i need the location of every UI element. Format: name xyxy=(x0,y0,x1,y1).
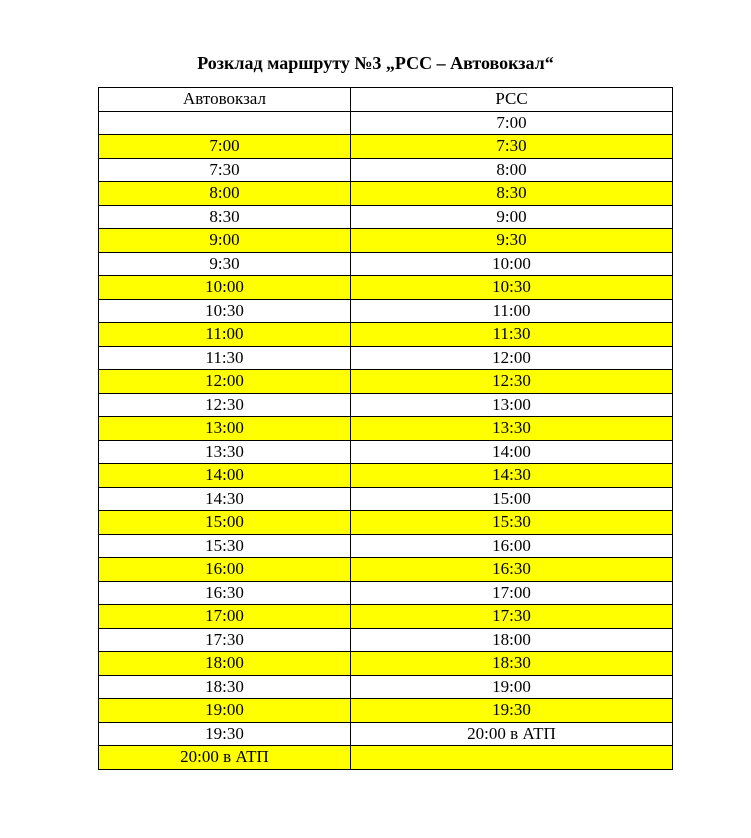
cell-rss-time: 8:00 xyxy=(351,158,673,182)
cell-avtovokzal-time: 14:00 xyxy=(99,464,351,488)
cell-avtovokzal-time: 10:30 xyxy=(99,299,351,323)
cell-rss-time: 9:00 xyxy=(351,205,673,229)
cell-rss-time: 16:30 xyxy=(351,558,673,582)
cell-rss-time: 19:00 xyxy=(351,675,673,699)
cell-avtovokzal-time: 19:00 xyxy=(99,699,351,723)
table-row xyxy=(99,417,673,441)
cell-avtovokzal-time: 16:00 xyxy=(99,558,351,582)
cell-rss-time: 19:30 xyxy=(351,699,673,723)
table-row xyxy=(99,605,673,629)
cell-rss-time xyxy=(351,746,673,770)
cell-avtovokzal-time: 8:30 xyxy=(99,205,351,229)
table-row xyxy=(99,558,673,582)
table-row xyxy=(99,746,673,770)
cell-avtovokzal-time: 7:00 xyxy=(99,135,351,159)
cell-rss-time: 7:00 xyxy=(351,111,673,135)
table-row xyxy=(99,487,673,511)
cell-rss-time: 11:00 xyxy=(351,299,673,323)
cell-avtovokzal-time: 12:00 xyxy=(99,370,351,394)
table-row xyxy=(99,393,673,417)
cell-avtovokzal-time: 9:00 xyxy=(99,229,351,253)
cell-rss-time: 18:30 xyxy=(351,652,673,676)
cell-avtovokzal-time: 16:30 xyxy=(99,581,351,605)
cell-avtovokzal-time: 19:30 xyxy=(99,722,351,746)
cell-avtovokzal-time: 8:00 xyxy=(99,182,351,206)
table-row xyxy=(99,370,673,394)
table-row xyxy=(99,511,673,535)
table-row xyxy=(99,182,673,206)
table-row xyxy=(99,111,673,135)
cell-avtovokzal-time: 20:00 в АТП xyxy=(99,746,351,770)
cell-rss-time: 9:30 xyxy=(351,229,673,253)
cell-avtovokzal-time: 18:00 xyxy=(99,652,351,676)
cell-avtovokzal-time: 11:30 xyxy=(99,346,351,370)
cell-avtovokzal-time: 12:30 xyxy=(99,393,351,417)
table-row xyxy=(99,675,673,699)
cell-avtovokzal-time: 9:30 xyxy=(99,252,351,276)
table-row xyxy=(99,581,673,605)
cell-rss-time: 12:30 xyxy=(351,370,673,394)
header-row xyxy=(99,88,673,112)
cell-avtovokzal-time: 14:30 xyxy=(99,487,351,511)
table-row xyxy=(99,299,673,323)
cell-rss-time: 20:00 в АТП xyxy=(351,722,673,746)
cell-avtovokzal-time: 18:30 xyxy=(99,675,351,699)
cell-avtovokzal-time: 15:00 xyxy=(99,511,351,535)
table-row xyxy=(99,699,673,723)
table-row xyxy=(99,158,673,182)
cell-rss-time: 7:30 xyxy=(351,135,673,159)
table-row xyxy=(99,534,673,558)
table-row xyxy=(99,323,673,347)
table-row xyxy=(99,440,673,464)
cell-rss-time: 14:00 xyxy=(351,440,673,464)
table-row xyxy=(99,628,673,652)
table-row xyxy=(99,252,673,276)
cell-avtovokzal-time xyxy=(99,111,351,135)
cell-rss-time: 12:00 xyxy=(351,346,673,370)
cell-avtovokzal-time: 10:00 xyxy=(99,276,351,300)
cell-rss-time: 10:30 xyxy=(351,276,673,300)
cell-rss-time: 18:00 xyxy=(351,628,673,652)
cell-avtovokzal-time: 11:00 xyxy=(99,323,351,347)
table-row xyxy=(99,464,673,488)
schedule-body xyxy=(99,111,673,769)
table-row xyxy=(99,652,673,676)
table-row xyxy=(99,135,673,159)
cell-rss-time: 10:00 xyxy=(351,252,673,276)
cell-rss-time: 15:00 xyxy=(351,487,673,511)
cell-rss-time: 13:00 xyxy=(351,393,673,417)
cell-avtovokzal-time: 13:30 xyxy=(99,440,351,464)
table-row xyxy=(99,722,673,746)
cell-rss-time: 17:30 xyxy=(351,605,673,629)
column-header-rss: РСС xyxy=(351,88,673,112)
schedule-table xyxy=(98,87,673,770)
cell-rss-time: 14:30 xyxy=(351,464,673,488)
table-row xyxy=(99,276,673,300)
cell-avtovokzal-time: 17:00 xyxy=(99,605,351,629)
cell-avtovokzal-time: 7:30 xyxy=(99,158,351,182)
table-row xyxy=(99,346,673,370)
cell-avtovokzal-time: 17:30 xyxy=(99,628,351,652)
column-header-avtovokzal: Автовокзал xyxy=(99,88,351,112)
table-row xyxy=(99,205,673,229)
cell-rss-time: 8:30 xyxy=(351,182,673,206)
cell-rss-time: 16:00 xyxy=(351,534,673,558)
cell-rss-time: 13:30 xyxy=(351,417,673,441)
cell-avtovokzal-time: 15:30 xyxy=(99,534,351,558)
page-title: Розклад маршруту №3 „РСС – Автовокзал“ xyxy=(197,53,554,73)
cell-rss-time: 17:00 xyxy=(351,581,673,605)
cell-rss-time: 11:30 xyxy=(351,323,673,347)
table-row xyxy=(99,229,673,253)
cell-avtovokzal-time: 13:00 xyxy=(99,417,351,441)
cell-rss-time: 15:30 xyxy=(351,511,673,535)
